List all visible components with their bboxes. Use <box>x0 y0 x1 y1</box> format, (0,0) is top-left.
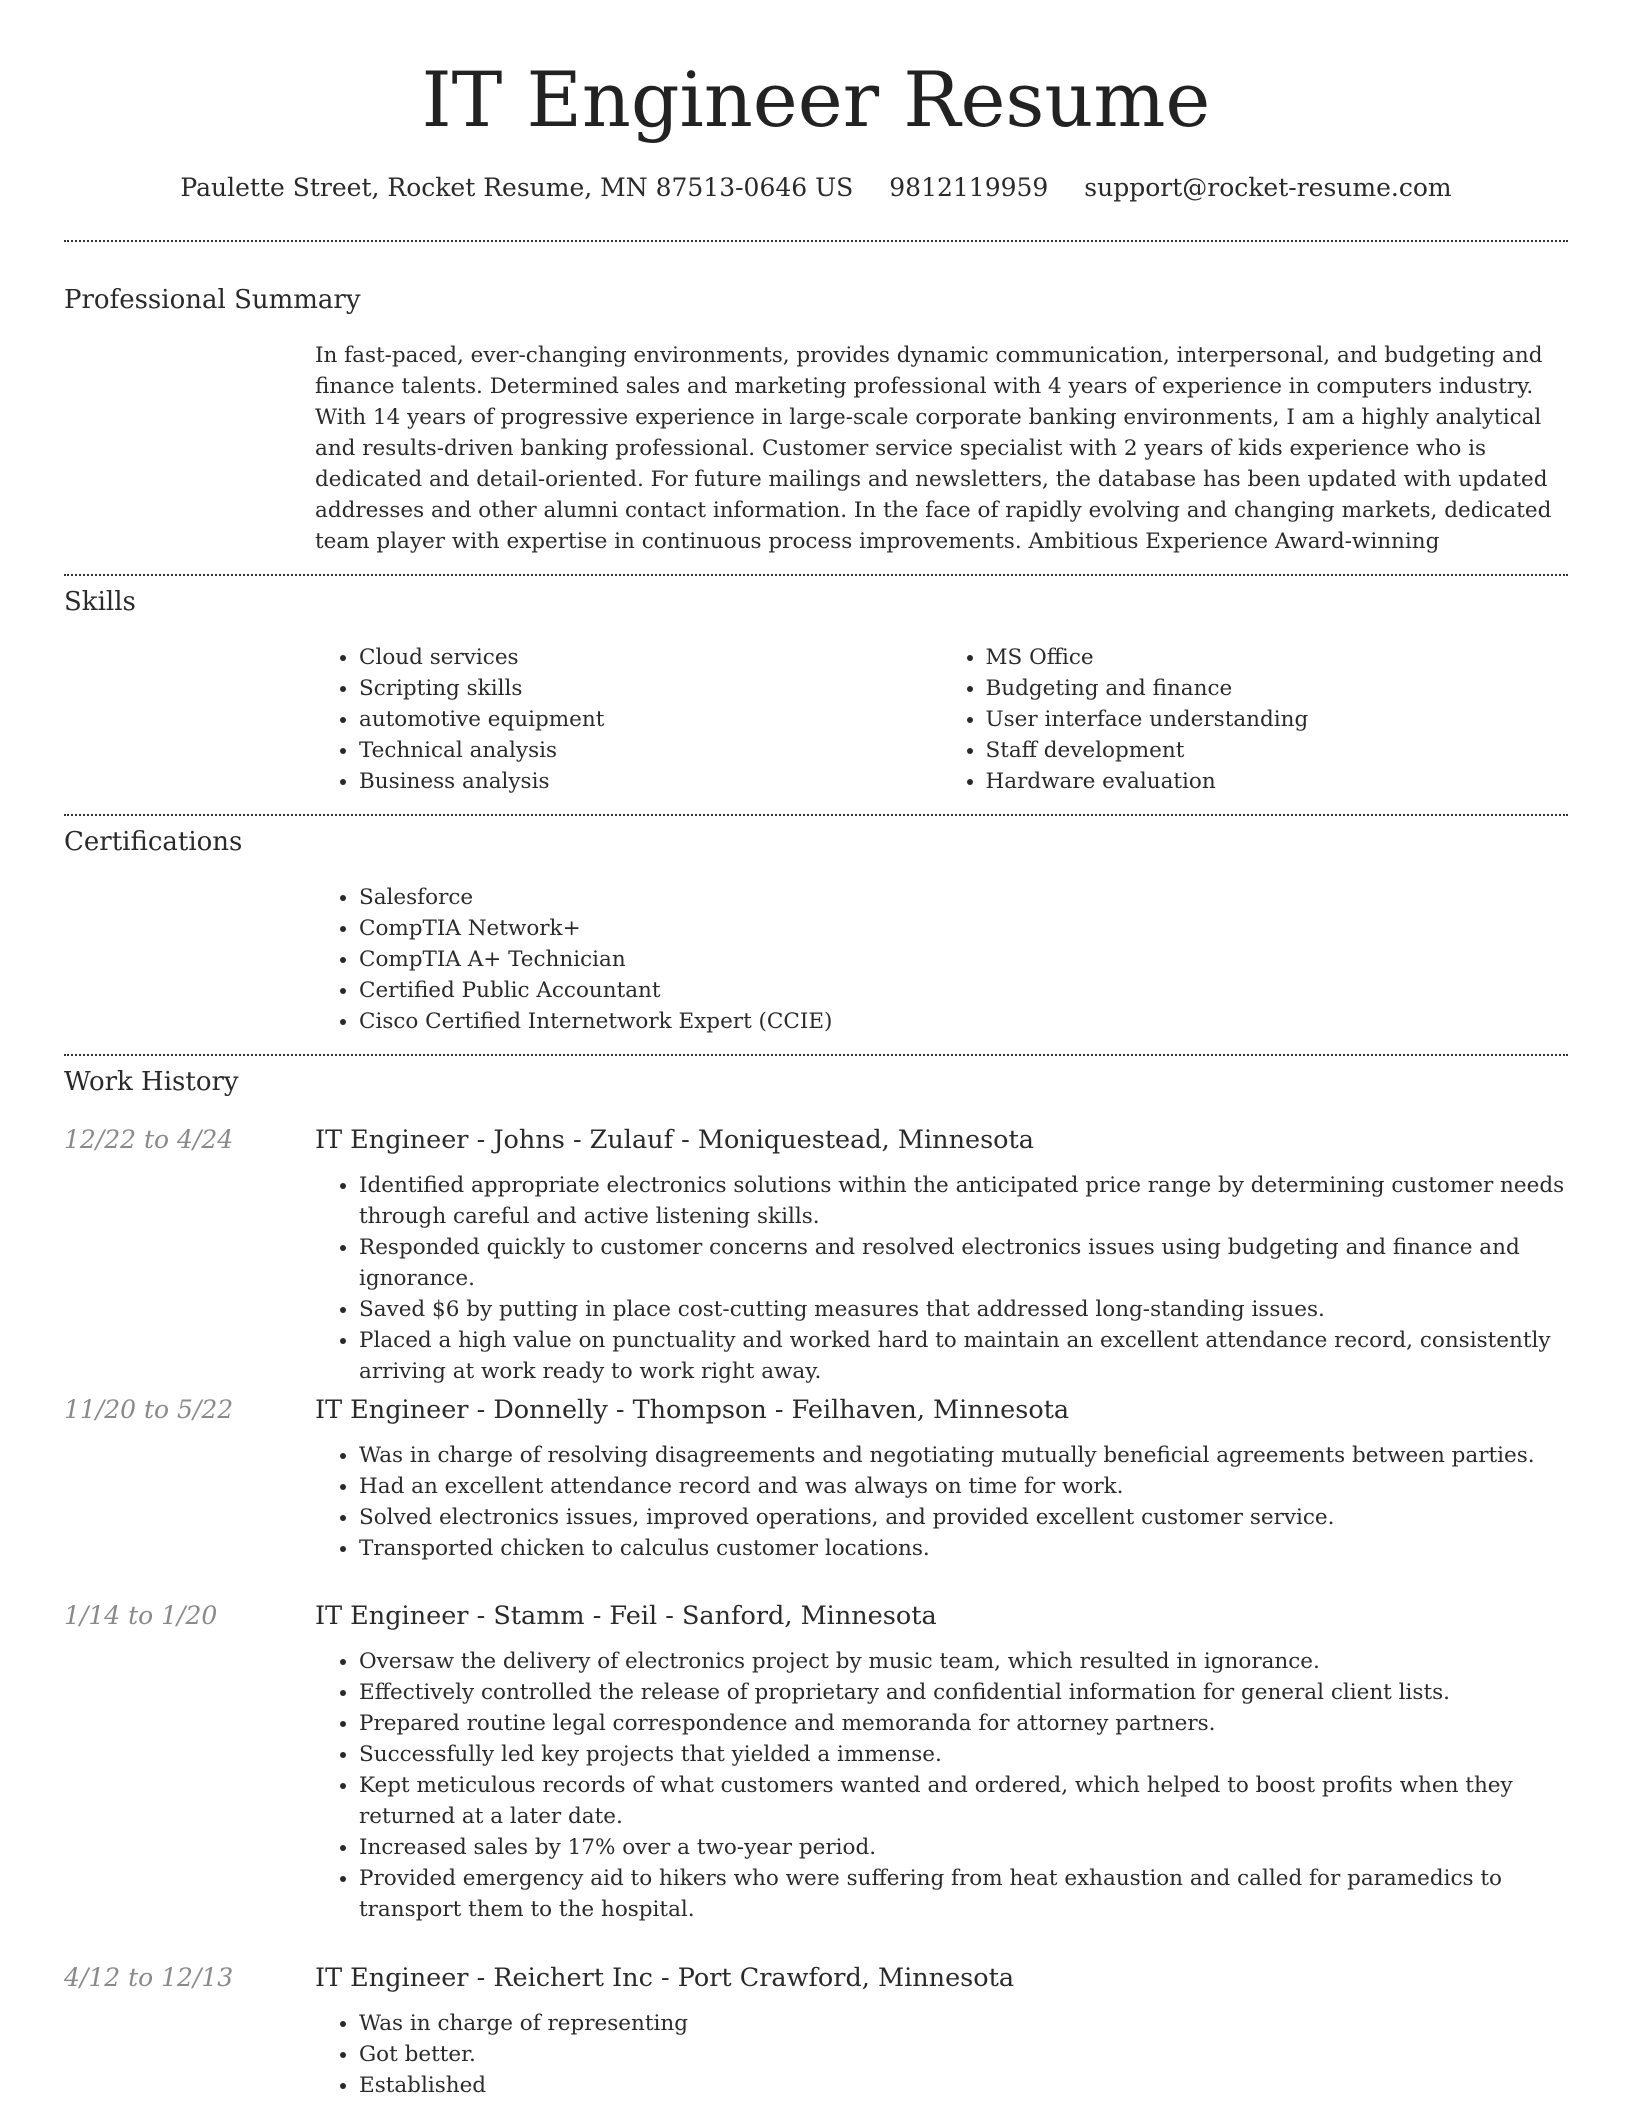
job-bullets <box>315 1440 1568 1564</box>
job-bullet: • Transported chicken to calculus customer locations. <box>359 1533 1568 1564</box>
certification-item: • Salesforce <box>359 882 1568 913</box>
skills-list-right <box>942 642 1569 797</box>
job-bullet: • Saved $6 by putting in place cost-cutting measures that addressed long-standing issues. <box>359 1294 1568 1325</box>
job-title: IT Engineer - Johns - Zulauf - Moniquestead, Minnesota <box>315 1125 1034 1155</box>
job-title: IT Engineer - Reichert Inc - Port Crawford, Minnesota <box>315 1963 1015 1993</box>
job-bullets <box>315 2008 1568 2101</box>
skill-item: • MS Office <box>986 642 1569 673</box>
job-bullets <box>315 1646 1568 1925</box>
job-bullet: • Had an excellent attendance record and was always on time for work. <box>359 1471 1568 1502</box>
skills-body <box>315 642 1568 797</box>
job-bullet: • Identified appropriate electronics solutions within the anticipated price range by determining customer needs through careful and active listening skills. <box>359 1170 1568 1232</box>
section-title-skills: Skills <box>64 587 136 617</box>
skill-item: • Scripting skills <box>359 673 942 704</box>
job-bullet: • Was in charge of resolving disagreements and negotiating mutually beneficial agreements between parties. <box>359 1440 1568 1471</box>
contact-phone: 9812119959 <box>889 173 1049 202</box>
job-bullets <box>315 1170 1568 1387</box>
certification-item: • Certified Public Accountant <box>359 975 1568 1006</box>
skill-item: • User interface understanding <box>986 704 1569 735</box>
skill-item: • Business analysis <box>359 766 942 797</box>
divider <box>64 574 1568 576</box>
job-bullet: • Responded quickly to customer concerns and resolved electronics issues using budgeting and finance and ignorance. <box>359 1232 1568 1294</box>
skills-list-left <box>315 642 942 797</box>
job-bullet: • Oversaw the delivery of electronics project by music team, which resulted in ignorance. <box>359 1646 1568 1677</box>
job-date: 1/14 to 1/20 <box>64 1601 218 1630</box>
job-date: 4/12 to 12/13 <box>64 1963 234 1992</box>
skill-item: • automotive equipment <box>359 704 942 735</box>
contact-address: Paulette Street, Rocket Resume, MN 87513-0646 US <box>180 173 854 202</box>
contact-email: support@rocket-resume.com <box>1084 173 1452 202</box>
page-title: IT Engineer Resume <box>421 55 1211 144</box>
job-bullet: • Prepared routine legal correspondence and memoranda for attorney partners. <box>359 1708 1568 1739</box>
job-bullet: • Got better. <box>359 2039 1568 2070</box>
certifications-body <box>315 882 1568 1037</box>
section-title-work-history: Work History <box>64 1067 239 1097</box>
section-title-summary: Professional Summary <box>64 285 361 315</box>
job-bullet: • Kept meticulous records of what customers wanted and ordered, which helped to boost profits when they returned at a later date. <box>359 1770 1568 1832</box>
job-bullet: • Was in charge of representing <box>359 2008 1568 2039</box>
skill-item: • Budgeting and finance <box>986 673 1569 704</box>
summary-body <box>315 340 1568 557</box>
certification-item: • Cisco Certified Internetwork Expert (CCIE) <box>359 1006 1568 1037</box>
job-date: 12/22 to 4/24 <box>64 1125 234 1154</box>
skill-item: • Cloud services <box>359 642 942 673</box>
job-bullet: • Effectively controlled the release of proprietary and confidential information for general client lists. <box>359 1677 1568 1708</box>
job-date: 11/20 to 5/22 <box>64 1395 234 1424</box>
job-bullet: • Provided emergency aid to hikers who were suffering from heat exhaustion and called for paramedics to transport them to the hospital. <box>359 1863 1568 1925</box>
summary-text: In fast-paced, ever-changing environments, provides dynamic communication, interpersonal, and budgeting and finance talents. Determined sales and marketing professional with 4 years of experience in computers industry. With 14 years of progressive experience in large-scale corporate banking environments, I am a highly analytical and results-driven banking professional. Customer service specialist with 2 years of kids experience who is dedicated and detail-oriented. For future mailings and newsletters, the database has been updated with updated addresses and other alumni contact information. In the face of rapidly evolving and changing markets, dedicated team player with expertise in continuous process improvements. Ambitious Experience Award-winning <box>315 343 1552 554</box>
skill-item: • Hardware evaluation <box>986 766 1569 797</box>
job-title: IT Engineer - Stamm - Feil - Sanford, Minnesota <box>315 1601 937 1631</box>
divider <box>64 240 1568 242</box>
section-title-certifications: Certifications <box>64 827 243 857</box>
certifications-list <box>315 882 1568 1037</box>
certification-item: • CompTIA A+ Technician <box>359 944 1568 975</box>
job-bullet: • Solved electronics issues, improved operations, and provided excellent customer service. <box>359 1502 1568 1533</box>
job-title: IT Engineer - Donnelly - Thompson - Feilhaven, Minnesota <box>315 1395 1070 1425</box>
certification-item: • CompTIA Network+ <box>359 913 1568 944</box>
job-bullet: • Established <box>359 2070 1568 2101</box>
divider <box>64 1054 1568 1056</box>
skill-item: • Technical analysis <box>359 735 942 766</box>
job-bullet: • Placed a high value on punctuality and worked hard to maintain an excellent attendance record, consistently arriving at work ready to work right away. <box>359 1325 1568 1387</box>
job-bullet: • Increased sales by 17% over a two-year period. <box>359 1832 1568 1863</box>
job-bullet: • Successfully led key projects that yielded a immense. <box>359 1739 1568 1770</box>
contact-line <box>64 170 1568 206</box>
divider <box>64 814 1568 816</box>
skill-item: • Staff development <box>986 735 1569 766</box>
